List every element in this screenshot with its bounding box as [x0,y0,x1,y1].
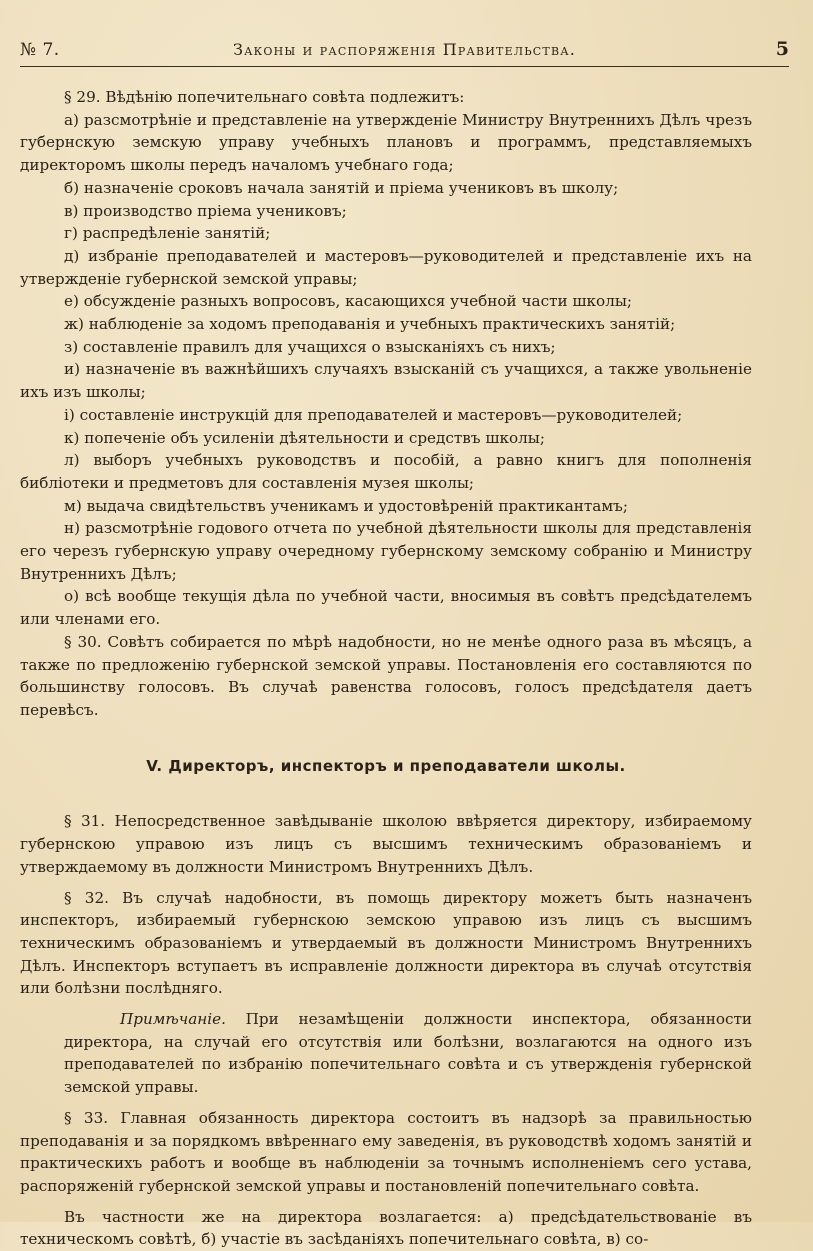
clause-m: м) выдача свидѣтельствъ ученикамъ и удостовѣреній практикантамъ; [64,496,628,515]
page-number: 5 [775,38,789,60]
clause-a: а) разсмотрѣніе и представленіе на утвержденіе Министру Внутреннихъ Дѣлъ чрезъ губернскую земскую управу учебныхъ плановъ и программъ, представляемыхъ директоромъ школы передъ началомъ учебнаго года; [20,110,752,175]
section-31: § 31. Непосредственное завѣдываніе школою ввѣряется директору, избираемому губернскою управою изъ лицъ съ высшимъ техническимъ образованіемъ и утверждаемому въ должности Министромъ Внутреннихъ Дѣлъ. [20,812,752,876]
clause-i: и) назначеніе въ важнѣйшихъ случаяхъ взысканій съ учащихся, а также увольненіе ихъ изъ школы; [20,360,752,402]
header-title: Законы и распоряженія Правительства. [232,40,577,59]
spacer [20,879,752,887]
section-30: § 30. Совѣтъ собирается по мѣрѣ надобности, но не менѣе одного раза въ мѣсяцъ, а также по предложенію губернской земской управы. Постановленія его составляются по большинству голосовъ. Въ случаѣ равенства голосовъ, голосъ предсѣдателя даетъ перевѣсъ. [20,632,752,719]
clause-i-dec: і) составленіе инструкцій для преподавателей и мастеровъ—руководителей; [64,405,683,424]
section-33: § 33. Главная обязанность директора состоитъ въ надзорѣ за правильностью преподаванія и за порядкомъ ввѣреннаго ему заведенія, въ руководствѣ ходомъ занятій и практическихъ работъ и вообще въ наблюденіи за точнымъ исполненіемъ сего устава, распоряженій губернской земской управы и постановленій попечительнаго совѣта. [20,1108,752,1195]
clause-g: г) распредѣленіе занятій; [64,224,271,243]
spacer [20,1198,752,1206]
note-block [20,1008,752,1099]
note-label: Примѣчаніе. [120,1010,226,1029]
clause-l: л) выборъ учебныхъ руководствъ и пособій, а равно книгъ для пополненія библіотеки и предметовъ для составленія музея школы; [20,451,752,492]
section-33-continuation: Въ частности же на директора возлагается: а) предсѣдательствованіе въ техническомъ совѣтѣ, б) участіе въ засѣданіяхъ попечительнаго совѣта, в) со- [20,1207,752,1249]
section-29-intro: § 29. Вѣдѣнію попечительнаго совѣта подлежитъ: [64,88,465,106]
section-heading: V. Директоръ, инспекторъ и преподаватели школы. [146,756,626,775]
note-paragraph [64,1008,752,1099]
clause-n: н) разсмотрѣніе годового отчета по учебной дѣятельности школы для представленія его черезъ губернскую управу очередному губернскому земскому собранію и Министру Внутреннихъ Дѣлъ; [20,519,752,583]
body-text [20,86,752,1251]
spacer [20,1000,752,1008]
clause-k: к) попеченіе объ усиленіи дѣятельности и средствъ школы; [64,428,545,447]
issue-number: № 7. [20,40,60,60]
clause-b: б) назначеніе сроковъ начала занятій и пріема учениковъ въ школу; [64,178,619,197]
clause-d: д) избраніе преподавателей и мастеровъ—руководителей и представленіе ихъ на утвержденіе губернской земской управы; [20,246,752,288]
clause-o: о) всѣ вообще текущія дѣла по учебной части, вносимыя въ совѣтъ предсѣдателемъ или членами его. [20,587,752,629]
running-header [20,38,789,67]
note-text: При незамѣщеніи должности инспектора, обязанности директора, на случай его отсутствія или болѣзни, возлагаются на одного изъ преподавателей по избранію попечительнаго совѣта и съ утвержденія губернской земской управы. [64,1010,752,1097]
clause-v: в) производство пріема учениковъ; [64,201,347,220]
clause-z: з) составленіе правилъ для учащихся о взысканіяхъ съ нихъ; [64,337,556,356]
clause-zh: ж) наблюденіе за ходомъ преподаванія и учебныхъ практическихъ занятій; [64,315,676,334]
spacer [20,1099,752,1107]
section-32: § 32. Въ случаѣ надобности, въ помощь директору можетъ быть назначенъ инспекторъ, избираемый губернскою земскою управою изъ лицъ съ высшимъ техническимъ образованіемъ и утвердаемый въ должности Министромъ Внутреннихъ Дѣлъ. Инспекторъ вступаетъ въ исправленіе должности директора въ случаѣ отсутствія или болѣзни послѣдняго. [20,888,752,998]
clause-e: е) обсужденіе разныхъ вопросовъ, касающихся учебной части школы; [64,292,633,311]
